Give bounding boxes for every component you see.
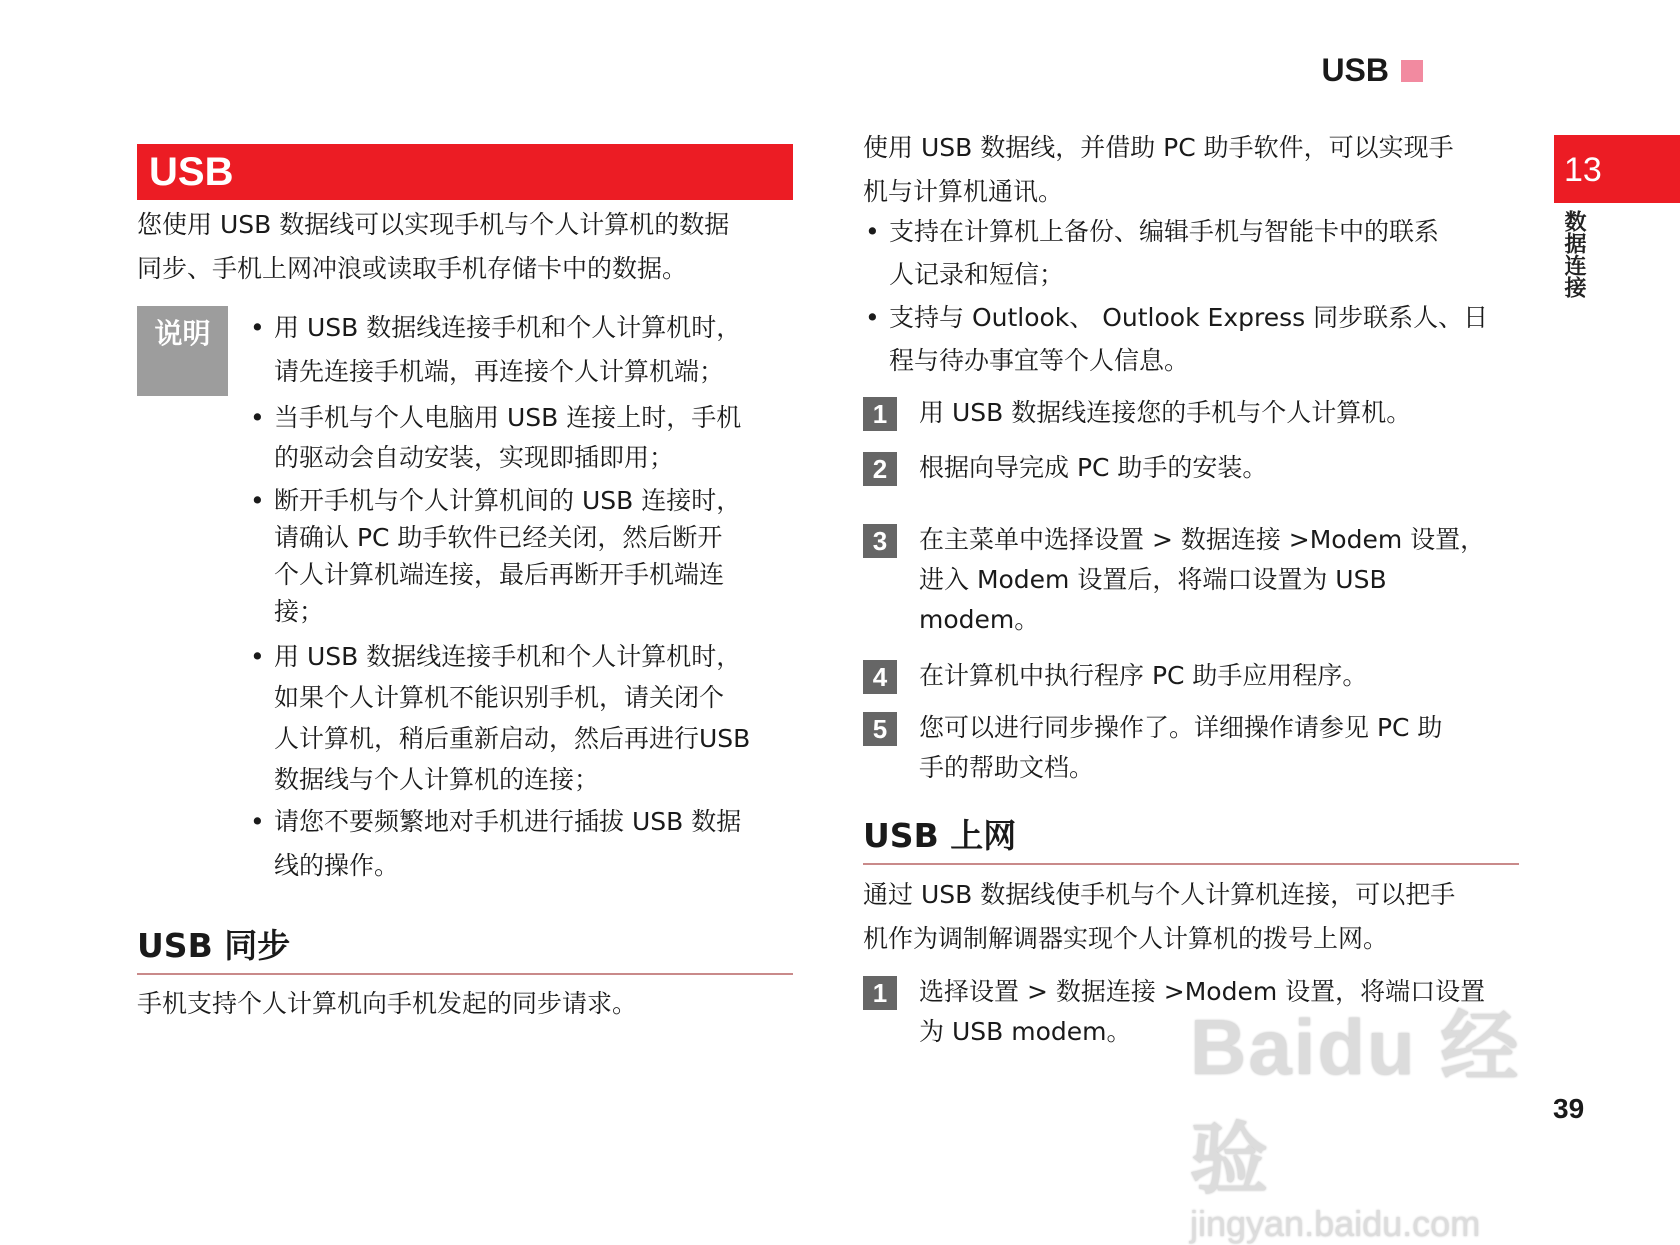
usb-sync-heading: USB 同步	[137, 920, 793, 975]
step-number: 1	[863, 397, 897, 431]
feature-line: 人记录和短信；	[889, 260, 1065, 289]
step-2	[863, 448, 1267, 488]
note-line: • 用 USB 数据线连接手机和个人计算机时，	[274, 313, 742, 342]
step-text	[919, 708, 1442, 788]
step-line: 选择设置 > 数据连接 >Modem 设置，将端口设置	[919, 977, 1486, 1006]
step-text	[919, 393, 1411, 433]
step-line: 在主菜单中选择设置 > 数据连接 >Modem 设置，	[919, 525, 1486, 554]
step-line: modem。	[919, 605, 1040, 634]
note-line: 线的操作。	[274, 851, 400, 880]
step-3	[863, 520, 1485, 640]
step-number: 1	[863, 976, 897, 1010]
note-list	[248, 306, 808, 888]
note-line: 的驱动会自动安装，实现即插即用；	[274, 443, 675, 472]
feature-item	[863, 210, 1523, 296]
step-4	[863, 656, 1367, 696]
left-intro-line: 您使用 USB 数据线可以实现手机与个人计算机的数据	[137, 210, 730, 239]
note-item	[248, 398, 808, 478]
step-number: 2	[863, 452, 897, 486]
feature-list	[863, 210, 1523, 382]
note-line: • 当手机与个人电脑用 USB 连接上时，手机	[274, 403, 742, 432]
feature-line: • 支持在计算机上备份、编辑手机与智能卡中的联系	[889, 217, 1440, 246]
note-item	[248, 800, 808, 888]
chapter-tab-label: 数据连接	[1561, 210, 1586, 298]
feature-line: • 支持与 Outlook、 Outlook Express 同步联系人、日	[889, 303, 1489, 332]
note-line: • 用 USB 数据线连接手机和个人计算机时，	[274, 642, 742, 671]
running-header	[1321, 52, 1423, 89]
note-line: 如果个人计算机不能识别手机，请关闭个	[274, 683, 725, 712]
step-line: 进入 Modem 设置后，将端口设置为 USB	[919, 565, 1387, 594]
chapter-tab-number: 13	[1554, 135, 1680, 203]
section-title-bar: USB	[137, 144, 793, 200]
watermark-logo: Baidu 经验	[1190, 1003, 1521, 1203]
feature-line: 程与待办事宜等个人信息。	[889, 346, 1190, 375]
note-line: • 请您不要频繁地对手机进行插拔 USB 数据	[274, 807, 742, 836]
feature-item	[863, 296, 1523, 382]
note-item	[248, 306, 808, 394]
note-line: 个人计算机端连接，最后再断开手机端连	[274, 560, 725, 589]
step-1	[863, 393, 1411, 433]
note-item	[248, 482, 808, 630]
step-number: 4	[863, 660, 897, 694]
step-number: 3	[863, 524, 897, 558]
usb-net-line: 机作为调制解调器实现个人计算机的拨号上网。	[863, 924, 1389, 953]
watermark	[1190, 985, 1580, 1244]
step-line: 用 USB 数据线连接您的手机与个人计算机。	[919, 398, 1412, 427]
note-line: 接；	[274, 597, 325, 626]
note-line: • 断开手机与个人计算机间的 USB 连接时，	[274, 486, 742, 515]
right-intro-line: 机与计算机通讯。	[863, 177, 1064, 206]
right-intro-line: 使用 USB 数据线，并借助 PC 助手软件，可以实现手	[863, 133, 1454, 162]
note-line: 数据线与个人计算机的连接；	[274, 765, 600, 794]
step-line: 手的帮助文档。	[919, 753, 1095, 782]
watermark-url: jingyan.baidu.com	[1190, 1203, 1481, 1244]
note-item	[248, 636, 808, 800]
step-text	[919, 656, 1367, 696]
header-title: USB	[1321, 52, 1389, 88]
usb-net-text	[863, 873, 1543, 961]
usb-net-heading: USB 上网	[863, 810, 1519, 865]
step-text	[919, 520, 1485, 640]
step-line: 您可以进行同步操作了。详细操作请参见 PC 助	[919, 713, 1443, 742]
usb-sync-text: 手机支持个人计算机向手机发起的同步请求。	[137, 989, 638, 1018]
page-number: 39	[1553, 1093, 1585, 1124]
note-label-box: 说明	[137, 306, 228, 396]
step-text	[919, 448, 1267, 488]
step-line: 根据向导完成 PC 助手的安装。	[919, 453, 1268, 482]
note-line: 人计算机，稍后重新启动，然后再进行USB	[274, 724, 751, 753]
right-intro	[863, 126, 1543, 214]
usb-net-line: 通过 USB 数据线使手机与个人计算机连接，可以把手	[863, 880, 1456, 909]
left-intro	[137, 203, 807, 291]
header-square-icon	[1401, 60, 1423, 82]
step-line: 在计算机中执行程序 PC 助手应用程序。	[919, 661, 1368, 690]
left-intro-line: 同步、手机上网冲浪或读取手机存储卡中的数据。	[137, 254, 688, 283]
step-number: 5	[863, 712, 897, 746]
note-line: 请确认 PC 助手软件已经关闭，然后断开	[274, 523, 723, 552]
step-line: 为 USB modem。	[919, 1017, 1132, 1046]
step-5	[863, 708, 1442, 788]
note-line: 请先连接手机端，再连接个人计算机端；	[274, 357, 725, 386]
